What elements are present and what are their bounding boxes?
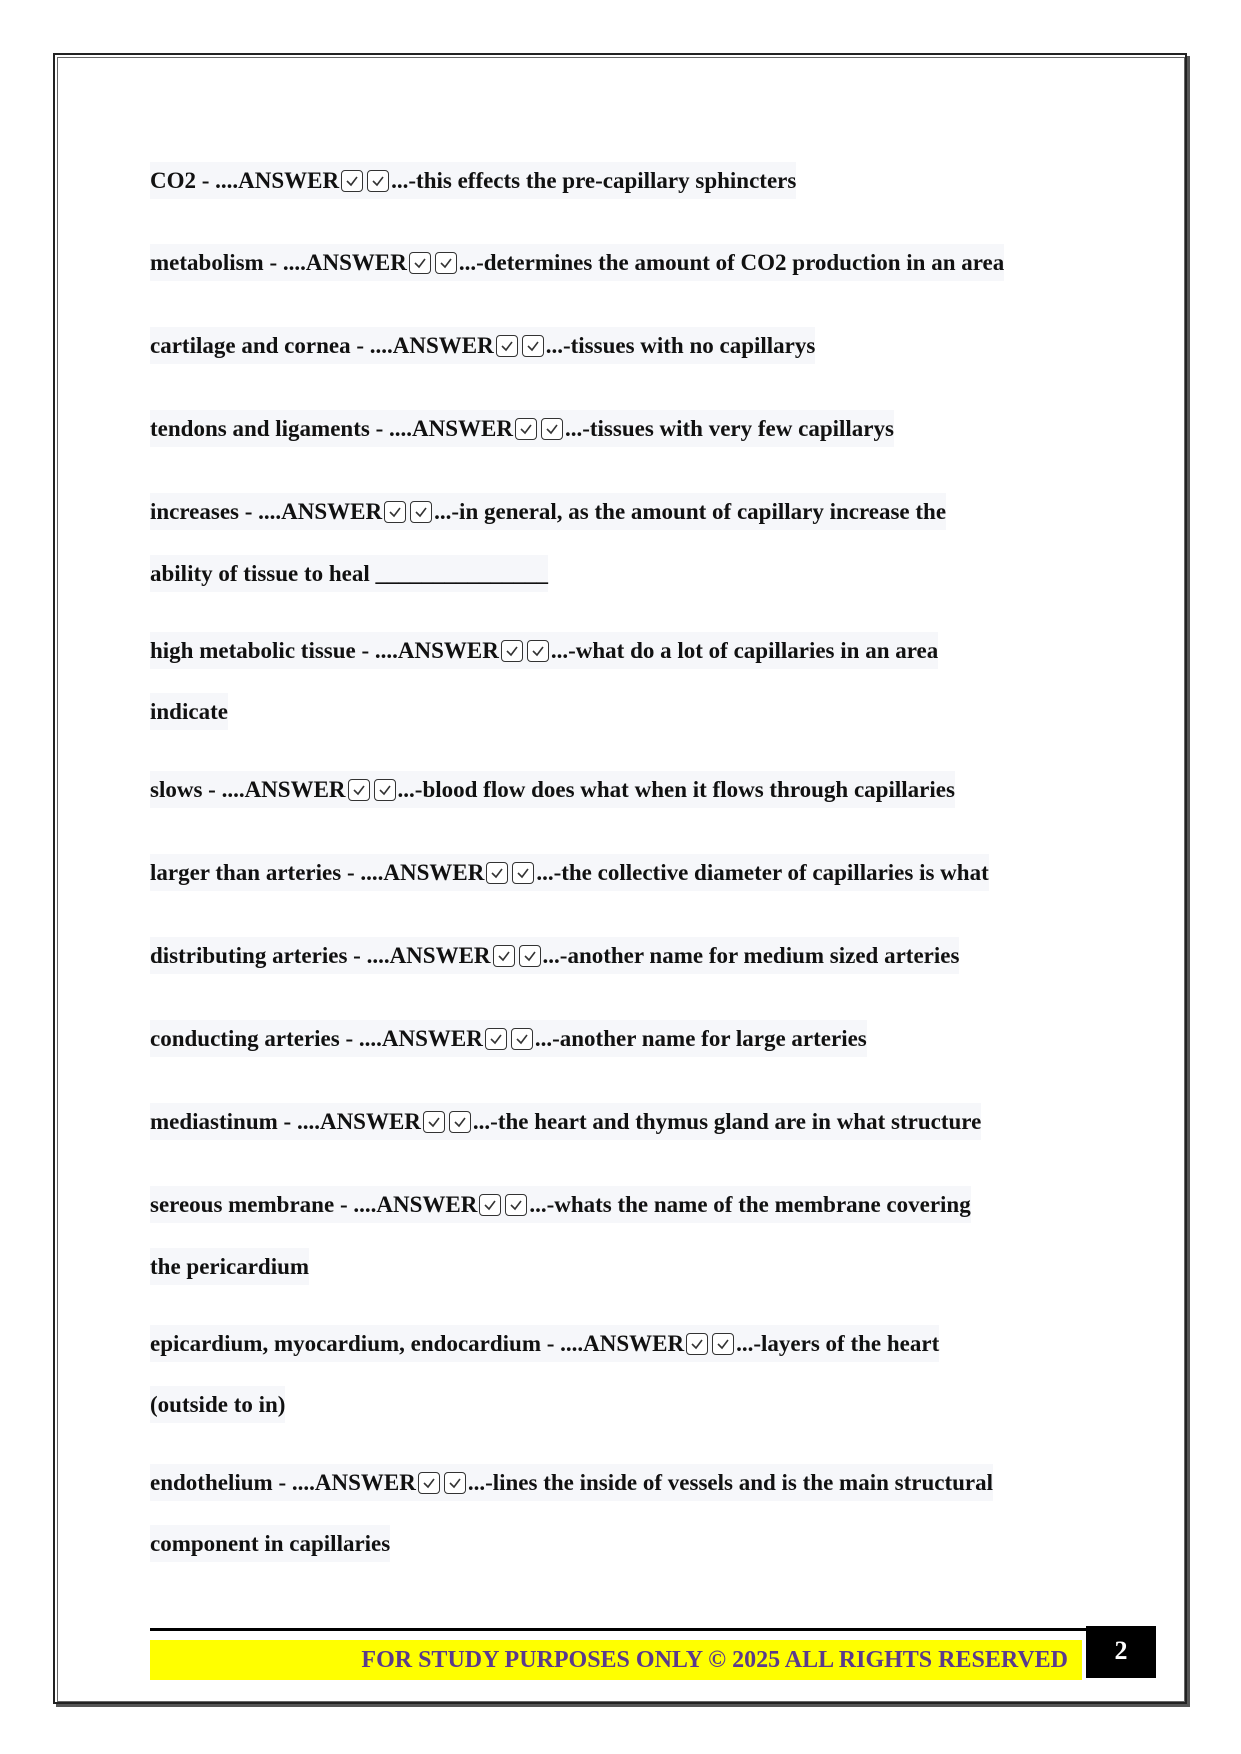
answer-label: - ....ANSWER [272,1470,416,1495]
term: slows [150,777,203,802]
page-number: 2 [1086,1626,1156,1678]
definition-continued: (outside to in) [150,1386,285,1423]
flashcard-entry [150,925,959,987]
checkbox-icon [479,1194,501,1216]
term: sereous membrane [150,1192,335,1217]
answer-label: - ....ANSWER [350,333,494,358]
definition: ...-the collective diameter of capillaries is what [536,860,989,885]
flashcard-entry [150,398,894,460]
footer-banner [150,1640,1082,1680]
checkbox-icon [435,252,457,274]
checkbox-icon [486,862,508,884]
definition: ...-lines the inside of vessels and is the main structural [467,1470,993,1495]
flashcard-entry-continued [150,543,548,605]
definition-continued: the pericardium [150,1248,309,1285]
term: metabolism [150,250,264,275]
answer-label: - ....ANSWER [355,638,499,663]
definition: ...-this effects the pre-capillary sphincters [391,168,797,193]
definition: ...-layers of the heart [736,1331,940,1356]
checkbox-icon [501,640,523,662]
checkbox-icon [410,501,432,523]
definition: ...-determines the amount of CO2 production in an area [458,250,1005,275]
flashcard-entry [150,1174,971,1236]
term: high metabolic tissue [150,638,356,663]
checkbox-icon [449,1111,471,1133]
flashcard-entry-continued [150,1236,309,1298]
checkbox-icon [511,1028,533,1050]
flashcard-entry [150,232,1004,294]
answer-label: - ....ANSWER [277,1109,421,1134]
checkbox-icon [527,640,549,662]
checkbox-icon [444,1472,466,1494]
checkbox-icon [409,252,431,274]
checkbox-icon [496,335,518,357]
flashcard-entry [150,150,796,212]
flashcard-entry [150,1452,993,1514]
flashcard-entry [150,481,946,543]
definition: ...-another name for medium sized arteries [542,943,960,968]
definition-continued: indicate [150,693,228,730]
flashcard-entry-continued [150,681,228,743]
checkbox-icon [515,418,537,440]
answer-label: - ....ANSWER [263,250,407,275]
term: mediastinum [150,1109,278,1134]
definition: ...-blood flow does what when it flows through capillaries [397,777,955,802]
definition-continued: ability of tissue to heal _______________ [150,555,548,592]
term: larger than arteries [150,860,342,885]
definition: ...-tissues with no capillarys [545,333,816,358]
term: tendons and ligaments [150,416,370,441]
answer-label: - ....ANSWER [369,416,513,441]
flashcard-entry [150,620,938,682]
term: CO2 [150,168,196,193]
checkbox-icon [519,945,541,967]
definition: ...-tissues with very few capillarys [564,416,894,441]
flashcard-entry [150,759,955,821]
term: cartilage and cornea [150,333,351,358]
flashcard-entry-continued [150,1513,390,1575]
definition: ...-another name for large arteries [534,1026,867,1051]
flashcard-entry-continued [150,1374,285,1436]
term: distributing arteries [150,943,348,968]
definition: ...-the heart and thymus gland are in what structure [472,1109,982,1134]
checkbox-icon [367,170,389,192]
flashcard-entry [150,1008,867,1070]
definition: ...-in general, as the amount of capillary increase the [434,499,947,524]
flashcard-entry [150,315,815,377]
checkbox-icon [348,779,370,801]
checkbox-icon [384,501,406,523]
answer-label: - ....ANSWER [239,499,383,524]
definition: ...-what do a lot of capillaries in an area [550,638,939,663]
footer-rule [150,1628,1090,1631]
term: increases [150,499,240,524]
checkbox-icon [374,779,396,801]
checkbox-icon [512,862,534,884]
footer-text: FOR STUDY PURPOSES ONLY © 2025 ALL RIGHTS RESERVED [361,1647,1068,1673]
checkbox-icon [418,1472,440,1494]
flashcard-entry [150,842,989,904]
answer-label: - ....ANSWER [347,943,491,968]
checkbox-icon [423,1111,445,1133]
answer-label: - ....ANSWER [541,1331,685,1356]
answer-label: - ....ANSWER [196,168,340,193]
answer-label: - ....ANSWER [334,1192,478,1217]
checkbox-icon [505,1194,527,1216]
definition: ...-whats the name of the membrane covering [529,1192,971,1217]
answer-label: - ....ANSWER [202,777,346,802]
checkbox-icon [341,170,363,192]
flashcard-entry [150,1091,981,1153]
checkbox-icon [686,1333,708,1355]
flashcard-entry [150,1313,939,1375]
answer-label: - ....ANSWER [341,860,485,885]
term: conducting arteries [150,1026,340,1051]
checkbox-icon [712,1333,734,1355]
checkbox-icon [522,335,544,357]
checkbox-icon [485,1028,507,1050]
checkbox-icon [493,945,515,967]
term: epicardium, myocardium, endocardium [150,1331,541,1356]
answer-label: - ....ANSWER [339,1026,483,1051]
definition-continued: component in capillaries [150,1525,390,1562]
checkbox-icon [541,418,563,440]
term: endothelium [150,1470,273,1495]
